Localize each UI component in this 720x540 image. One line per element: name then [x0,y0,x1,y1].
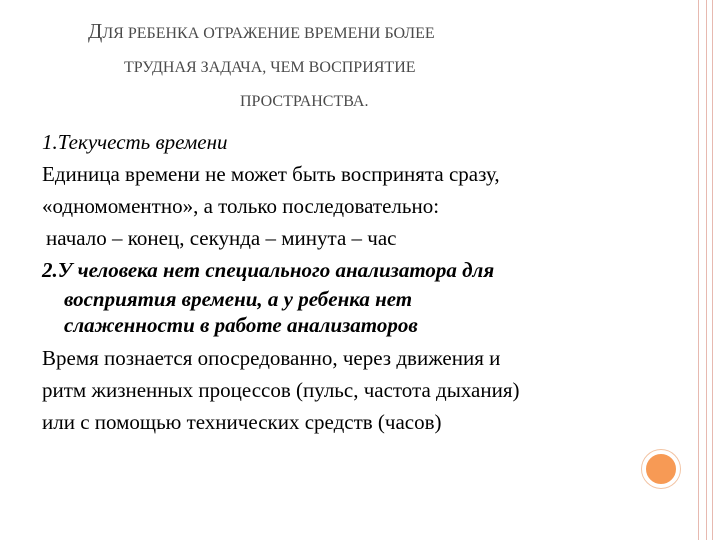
decorative-circle-icon [642,450,680,488]
right-border-line-2 [706,0,707,540]
point1-heading: 1.Текучесть времени [42,130,228,154]
point1-line-2: «одномоментно», а только последовательно: [42,194,440,218]
title-line-3: ПРОСТРАНСТВА. [240,93,369,110]
point2-text-2: ритм жизненных процессов (пульс, частота дыхания) [42,378,520,402]
point2-heading-line-1: 2.У человека нет специального анализатора для [42,258,495,282]
point2-heading-line-2: восприятия времени, а у ребенка нет [64,287,413,311]
title-first-letter: Д [88,19,103,43]
point2-text-1: Время познается опосредованно, через движения и [42,346,501,370]
right-border-line-1 [698,0,699,540]
slide-title [80,14,660,119]
point2-heading-line-3: слаженности в работе анализаторов [64,313,418,337]
title-line-1-rest: ЛЯ РЕБЕНКА ОТРАЖЕНИЕ ВРЕМЕНИ БОЛЕЕ [102,25,435,42]
title-line-2: ТРУДНАЯ ЗАДАЧА, ЧЕМ ВОСПРИЯТИЕ [124,59,416,76]
slide-body [42,126,642,438]
point1-line-3: начало – конец, секунда – минута – час [46,226,397,250]
title-line-1 [80,14,660,51]
right-border-line-3 [712,0,713,540]
point1-line-1: Единица времени не может быть воспринята сразу, [42,162,500,186]
point2-text-3: или с помощью технических средств (часов) [42,410,442,434]
